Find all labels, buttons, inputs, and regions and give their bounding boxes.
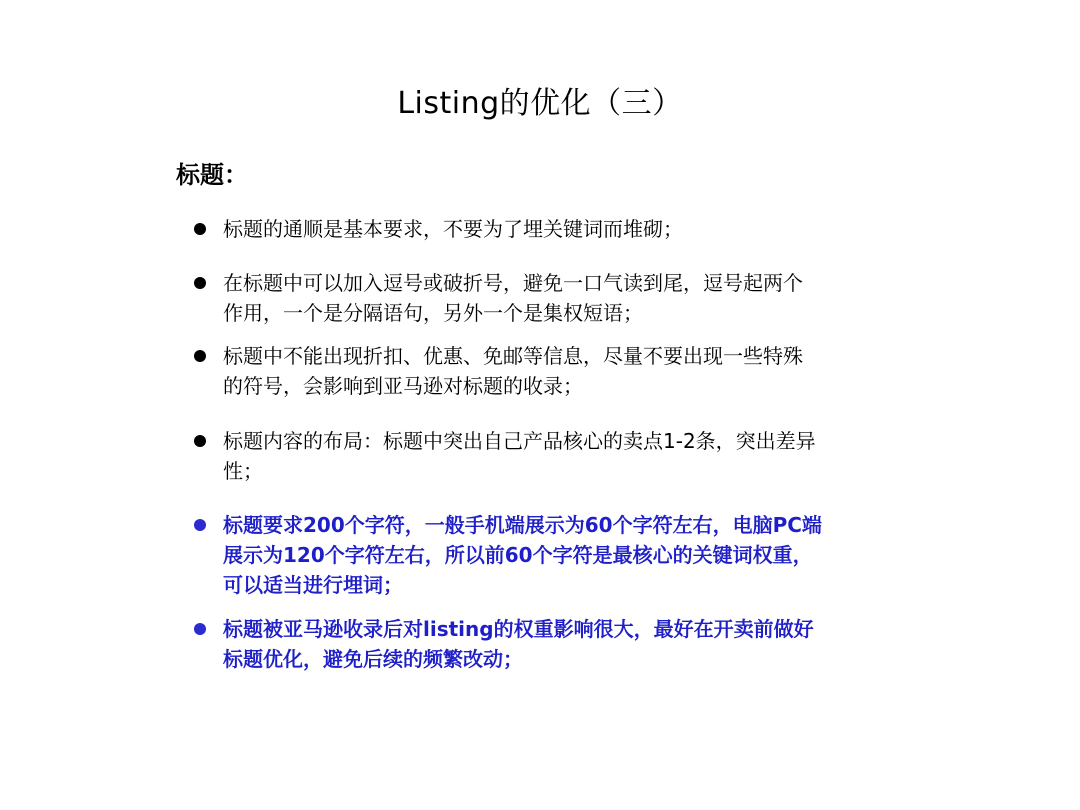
- bullet-text: 标题的通顺是基本要求，不要为了埋关键词而堆砌；: [223, 217, 683, 241]
- bullet-text: 标题要求200个字符，一般手机端展示为60个字符左右，电脑PC端 展示为120个字符左右，所以前60个字符是最核心的关键词权重， 可以适当进行埋词；: [223, 513, 822, 597]
- list-item: [186, 341, 946, 401]
- bullet-dot-icon: [194, 519, 206, 531]
- list-item: [186, 214, 946, 244]
- list-item: [186, 510, 946, 600]
- bullet-text: 在标题中可以加入逗号或破折号，避免一口气读到尾，逗号起两个 作用，一个是分隔语句，另外一个是集权短语；: [223, 271, 803, 325]
- section-heading: 标题：: [176, 161, 248, 189]
- bullet-dot-icon: [194, 277, 206, 289]
- bullet-dot-icon: [194, 623, 206, 635]
- list-item: [186, 426, 946, 486]
- bullet-text: 标题内容的布局：标题中突出自己产品核心的卖点1-2条，突出差异 性；: [223, 429, 816, 483]
- bullet-dot-icon: [194, 223, 206, 235]
- bullet-dot-icon: [194, 435, 206, 447]
- list-item: [186, 614, 946, 674]
- bullet-text: 标题被亚马逊收录后对listing的权重影响很大，最好在开卖前做好 标题优化，避免后续的频繁改动；: [223, 617, 814, 671]
- bullet-text: 标题中不能出现折扣、优惠、免邮等信息，尽量不要出现一些特殊 的符号，会影响到亚马逊对标题的收录；: [223, 344, 803, 398]
- list-item: [186, 268, 946, 328]
- slide-title: Listing的优化（三）: [397, 86, 683, 121]
- bullet-dot-icon: [194, 350, 206, 362]
